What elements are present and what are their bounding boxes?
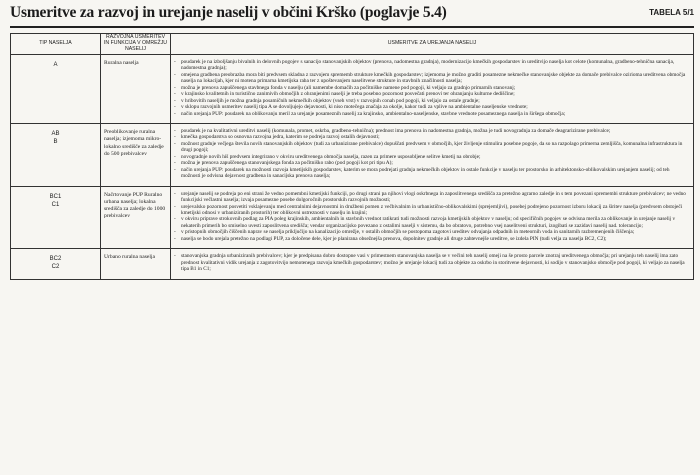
settlement-type-code: BC2 [49, 256, 62, 263]
direction-item: - poudarek je na izboljšanju bivalnih in delovnih pogojev s sanacijo stanovanjskih objektov (prenova, nadomestna gradnja), modernizacijo kmečkih gospodarstev in ureditvijo naselja kot celote (komunalna, gradbeno-tehnična sanacija, nadomestna gradnja); [181, 59, 690, 72]
directions-list [173, 59, 690, 117]
direction-item: - urejanje naselij se podreja po eni strani že vedno pomembni kmetijski funkciji, po drugi strani pa njihovi vlogi oskrbnega in zaposlitvenega središča za pretežno agrarno zaledje in s tem povezani spremembi strukture prebivalcev; ne vedno funkcijski večlastni naselja; izvaja posamezne posebe dolgoročnih prostorskih razvojnih možnosti; [181, 191, 690, 204]
separator-cell [171, 275, 694, 280]
title-rule [10, 26, 694, 28]
direction-item: - način urejanja PUP: poudarek na možnosti razvoja kmetijskih gospodarstev, katerim se mora podrejati gradnja nekmečkih objektov in ostale funkcije v naselju ter prostorsko in arhitektonsko-oblikovalskim urejanjem naselij; od teh možnosti je odvisna dejavnost gradbena in sanacijska prenova naselja; [181, 167, 690, 180]
settlement-type-cell [11, 186, 101, 244]
table-row [11, 123, 694, 181]
table-row [11, 54, 694, 119]
direction-item: - stanovanjska gradnja urbaniziranih prebivalcev; kjer je predpisana dobro dostopne vasi v primestnem stanovanjska naselja se v večini teh naselij omeji na še prosto parcele znotraj ureditvenega območja; pri urejanju teh naselij ima zato prednost kvalitativni vidik urejanja z zagotovitvijo nemotenega razvoja kmečkih gospodarstev; možno je urejanje lokacij tudi za objekte za oskrbo in storitvene dejavnosti, ki sodijo v stanovanjsko območje pod pogoji, ki veljajo za naselja tipa B1 in C1; [181, 253, 690, 272]
directions-list [173, 253, 690, 272]
col-header-directions: USMERITVE ZA UREJANJA NASELIJ [171, 34, 694, 55]
settlement-type-cell [11, 249, 101, 275]
direction-item: - novogradnje novih hiš predvsem integrirano v okviru ureditvenega območja naselja, razen za primere usposobljene selitve kmetij na obrobje; [181, 154, 690, 160]
settlement-type-code: BC1 [49, 193, 62, 200]
direction-item: - v okviru priprave strokovnih podlag za PIA poleg krajinskih, ambientalnih in stavbnih vrednot ratikrati tudi možnosti razvoja kmetijskih objektov v naselju; od specifičnih pogojev se odvisna merila za oblikovanje in urejanje naselij v nekaterih primerih bo smiselno uvesti zaposlitvena središča; vendar organizacijsko povezano z ostalimi naselji v sistemu, da bo obratovo, potrebno vsej naselitveni strukturi, izogibati se zazidavi naselij nad. tolerancijo; [181, 216, 690, 229]
col-header-type: TIP NASELJA [11, 34, 101, 55]
direction-item: - poudarek je na kvalitativni ureditvi naselij (komunala, promet, oskrba, gradbeno-tehnična); prednost ima prenova in nadomestna gradnja, možna je tudi novogradnja za domače deagrarizirane prebivalce; [181, 128, 690, 134]
settlement-type-code: C1 [51, 201, 60, 208]
settlement-table-wrap [10, 33, 694, 280]
table-body [11, 54, 694, 279]
direction-item: - kmečka gospodarstva so osnovna razvojna jedra, katerim se podreja razvoj ostalih dejavnosti; [181, 134, 690, 140]
direction-item: - način urejanja PUP: poudarek na oblikovanju meril za urejanje posameznih naselij za krajinsko, ambientalno-naseljenske, stavbne vrednote posameznega naselja in širšega območja; [181, 111, 690, 117]
table-row [11, 249, 694, 275]
directions-list [173, 191, 690, 243]
development-function-cell: Načrtovanje PUP Ruralno urbana naselja; lokalna središča za zaledje do 1000 prebivalcev [101, 186, 171, 244]
direction-item: - naselja se bodo urejala pretežno na podlagi PUP, za določene dele, kjer je planirana obsežnejša prenova, dopolnitev gradnje ali druge zahtevnejše ureditve, se izdela PIN (tudi velja za naselja BC2, C2); [181, 236, 690, 242]
direction-item: - omejena gradbena preobrazba mora biti predvsem skladna z razvojem sprememb strukture kmečkih gospodarstev; izjemoma je možno graditi posamezne nekmečke stanovanjske objekte za domače prebivalce ozirioma ureditvena območja naselja na lokacijah, kjer ni motena primarna kmetijska raba ter z upoštevanjem naselitvene strukture in stavbnih značilnosti naselja; [181, 72, 690, 85]
direction-item: - v hribovitih naseljih je možna gradnja posamičnih nekmečkih objektov (vseh vrst) v razvojnih conah pod pogoji, ki veljajo za ostale gradnje; [181, 98, 690, 104]
directions-list [173, 128, 690, 180]
settlement-type-code: B [53, 139, 58, 146]
direction-item: - v krajinsko kvalitetnih in turistično zanimivih območjih z ohranjenimi naselji je treba posebno pozornost posvečati prenovi ter ohranjanju kulturne dediščine; [181, 91, 690, 97]
settlement-type-cell [11, 123, 101, 181]
direction-item: - možnost gradnje večjega števila novih stanovanjskih objektov (tudi za urbanizirane prebivalce) dopuščati predvsem v območjih, kjer življenje stimulira posebne pogoje, da so na razpolago primerna zemljišča, komunalna infrastruktura in drugi pogoji; [181, 141, 690, 154]
settlement-type-code: AB [51, 130, 60, 137]
direction-item: - možna je prenova zapuščenega stanovanjskega fonda za počitniško rabo (pod pogoji kot pri tipu A); [181, 160, 690, 166]
direction-item: - v sklopu razvojnih usmeritev naselij tipa A se dovoljujejo dejavnosti, ki niso motečega značaja za okolje, kakor tudi za vplive na ambientalne naseljenske vrednote; [181, 104, 690, 110]
settlement-type-code: A [53, 61, 58, 68]
development-function-cell: Preoblikovanje ruralna naselja; izjemoma mikro-lokalno središče za zaledje do 500 prebivalcev [101, 123, 171, 181]
directions-cell [171, 249, 694, 275]
direction-item: - možna je prenova zapuščenega stavbnega fonda v naselju (ali namembe domačih za počitniške namene pod pogoji, ki veljajo za gradnjo primarnih stanovanj; [181, 85, 690, 91]
direction-item: - urejevalsko pozornost posvetiti vsklajevanju med centralnimi dejavnostmi in družbeni pomen z večbivalnim in urbanistično-oblikovalskimi (sprejemljivi), posebej podrejeno pozornost izboru lokacij za širitev naselja (predvsem obstoječi kmetijski odnosi v urbaniziranih prostorih) ter oblikovni ustreznosti v naselju in krajini; [181, 204, 690, 217]
directions-cell [171, 186, 694, 244]
development-function-cell: Ruralna naselja [101, 54, 171, 119]
table-label: TABELA 5/1 [649, 8, 694, 17]
settlement-table [10, 33, 694, 280]
directions-cell [171, 123, 694, 181]
col-header-function: RAZVOJNA USMERITEV IN FUNKCIJA V OMREŽJU NASELIJ [101, 34, 171, 55]
row-separator [11, 275, 694, 280]
settlement-type-cell [11, 54, 101, 119]
directions-cell [171, 54, 694, 119]
separator-cell [11, 275, 101, 280]
separator-cell [101, 275, 171, 280]
settlement-type-code: C2 [51, 264, 60, 271]
development-function-cell: Urbano ruralna naselja [101, 249, 171, 275]
table-row [11, 186, 694, 244]
direction-item: - v pristopnih območjih čiščenih naprav se naselja priključijo na kanalizacijo omrežje, v ostalih območjih se postopoma zagotovi ureditev odvajanja odpadnih in meteornih voda in sanitarnih razbremenjenih čiščenja; [181, 229, 690, 235]
page-title: Usmeritve za razvoj in urejanje naselij v občini Krško (poglavje 5.4) [10, 4, 447, 21]
